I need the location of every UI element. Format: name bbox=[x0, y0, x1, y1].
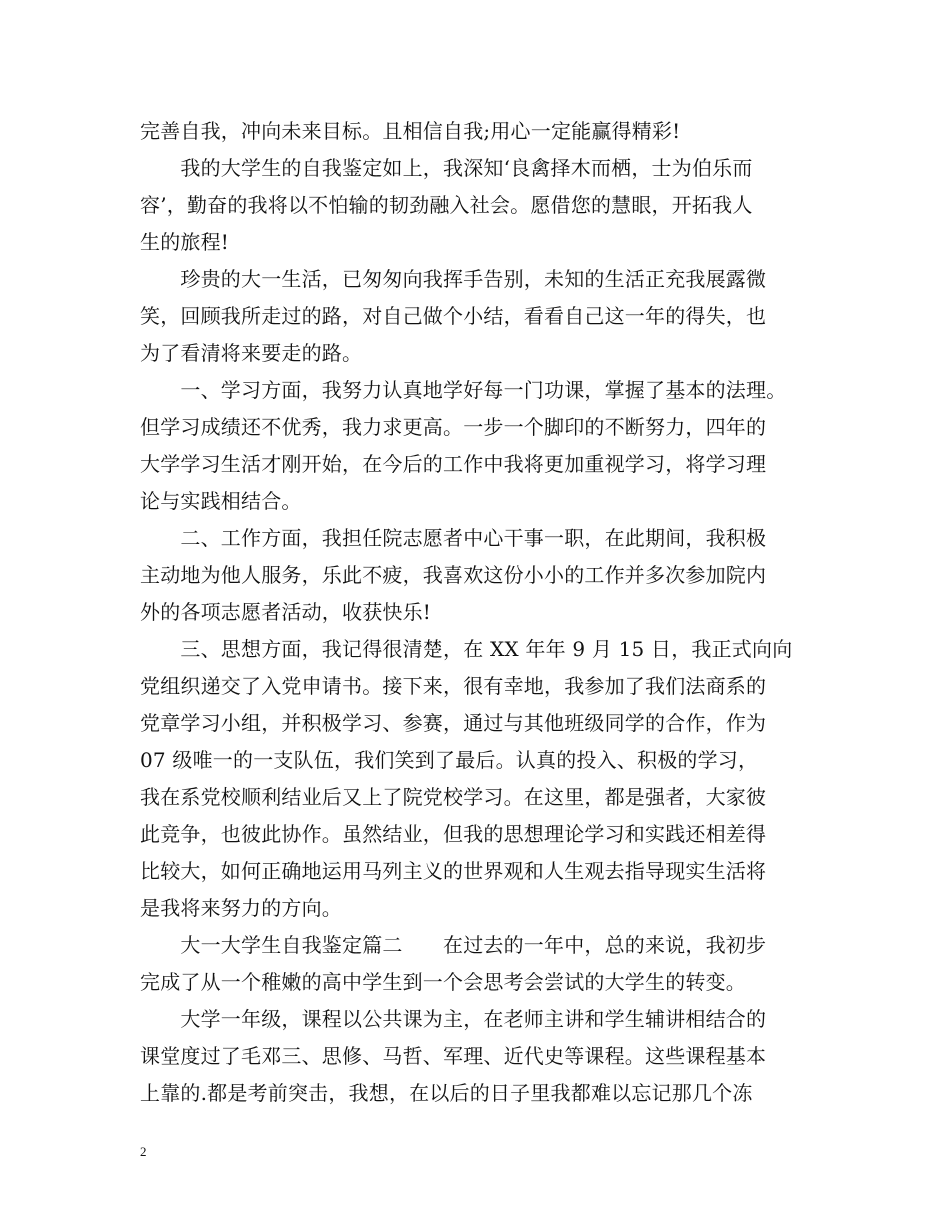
text-line: 课堂度过了毛邓三、思修、马哲、军理、近代史等课程。这些课程基本 bbox=[140, 1044, 767, 1068]
text-line: 我在系党校顺利结业后又上了院党校学习。在这里，都是强者，大家彼 bbox=[140, 785, 767, 809]
body-text bbox=[140, 113, 820, 1112]
text-line: 上靠的.都是考前突击，我想，在以后的日子里我都难以忘记那几个冻 bbox=[140, 1081, 753, 1105]
text-line: 三、思想方面，我记得很清楚，在 XX 年年 9 月 15 日，我正式向向 bbox=[140, 637, 793, 661]
text-line: 党章学习小组，并积极学习、参赛，通过与其他班级同学的合作，作为 bbox=[140, 711, 767, 735]
text-line: 论与实践相结合。 bbox=[140, 489, 302, 513]
text-line: 一、学习方面，我努力认真地学好每一门功课，掌握了基本的法理。 bbox=[140, 378, 787, 402]
text-line: 完成了从一个稚嫩的高中学生到一个会思考会尝试的大学生的转变。 bbox=[140, 970, 746, 994]
text-line: 珍贵的大一生活，已匆匆向我挥手告别，未知的生活正充我展露微 bbox=[140, 267, 767, 291]
page-number: 2 bbox=[140, 1144, 147, 1159]
text-line: 07 级唯一的一支队伍，我们笑到了最后。认真的投入、积极的学习， bbox=[140, 748, 759, 772]
text-line: 是我将来努力的方向。 bbox=[140, 896, 342, 920]
text-line: 笑，回顾我所走过的路，对自己做个小结，看看自己这一年的得失，也 bbox=[140, 304, 767, 328]
text-line: 二、工作方面，我担任院志愿者中心干事一职，在此期间，我积极 bbox=[140, 526, 767, 550]
text-line: 党组织递交了入党申请书。接下来，很有幸地，我参加了我们法商系的 bbox=[140, 674, 767, 698]
text-line: 完善自我，冲向未来目标。且相信自我;用心一定能赢得精彩! bbox=[140, 119, 681, 143]
text-line: 容’，勤奋的我将以不怕输的韧劲融入社会。愿借您的慧眼，开拓我人 bbox=[140, 193, 753, 217]
text-line: 外的各项志愿者活动，收获快乐! bbox=[140, 600, 432, 624]
text-line: 生的旅程! bbox=[140, 230, 230, 254]
text-line: 大学一年级，课程以公共课为主，在老师主讲和学生辅讲相结合的 bbox=[140, 1007, 767, 1031]
text-line: 大学学习生活才刚开始，在今后的工作中我将更加重视学习，将学习理 bbox=[140, 452, 767, 476]
text-line: 但学习成绩还不优秀，我力求更高。一步一个脚印的不断努力，四年的 bbox=[140, 415, 767, 439]
text-line: 我的大学生的自我鉴定如上，我深知‘良禽择木而栖，士为伯乐而 bbox=[140, 156, 753, 180]
text-line: 此竞争，也彼此协作。虽然结业，但我的思想理论学习和实践还相差得 bbox=[140, 822, 767, 846]
text-line: 为了看清将来要走的路。 bbox=[140, 341, 363, 365]
text-line: 大一大学生自我鉴定篇二 在过去的一年中，总的来说，我初步 bbox=[140, 933, 767, 957]
text-line: 比较大，如何正确地运用马列主义的世界观和人生观去指导现实生活将 bbox=[140, 859, 767, 883]
text-line: 主动地为他人服务，乐此不疲，我喜欢这份小小的工作并多次参加院内 bbox=[140, 563, 767, 587]
